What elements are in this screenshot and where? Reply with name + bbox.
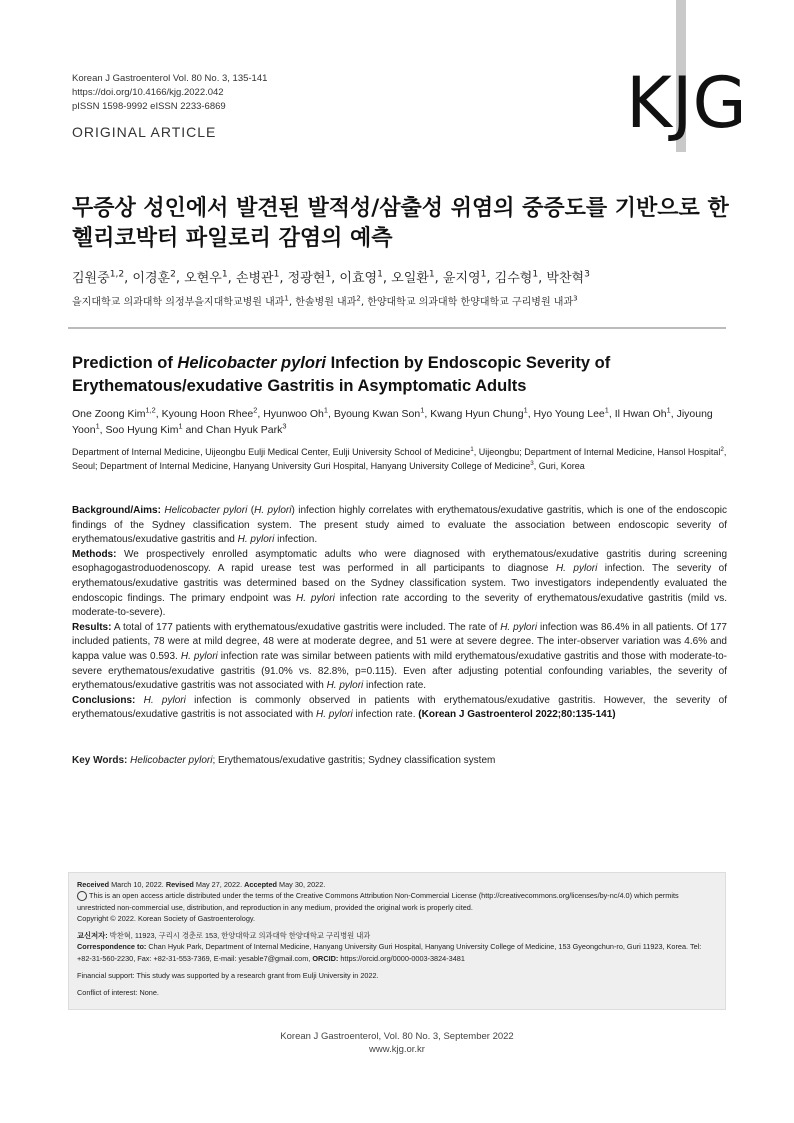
title-divider bbox=[68, 327, 726, 329]
author-name: 박찬혁 bbox=[546, 271, 585, 286]
keywords-label: Key Words: bbox=[72, 755, 128, 766]
license bbox=[77, 890, 717, 913]
keywords-text: Helicobacter pylori; Erythematous/exudative gastritis; Sydney classification system bbox=[130, 755, 496, 766]
affiliation: 을지대학교 의과대학 의정부을지대학교병원 내과 bbox=[72, 297, 285, 308]
financial-support: Financial support: This study was supported by a research grant from Eulji University in 2022. bbox=[77, 971, 379, 981]
author-name: 이효영 bbox=[339, 271, 378, 286]
affil-text: Department of Internal Medicine, Uijeongbu Eulji Medical Center, Eulji University School of Medicine bbox=[72, 447, 471, 457]
copyright: Copyright © 2022. Korean Society of Gastroenterology. bbox=[77, 913, 256, 923]
accepted-label: Accepted bbox=[244, 880, 278, 889]
author-name: Hyo Young Lee bbox=[533, 408, 605, 420]
background-label: Background/Aims: bbox=[72, 505, 161, 516]
received-label: Received bbox=[77, 880, 110, 889]
logo-text: KJG bbox=[626, 62, 747, 144]
corr-ko-label: 교신저자: bbox=[77, 931, 108, 941]
methods-label: Methods: bbox=[72, 548, 117, 560]
title-part: Infection by Endoscopic Severity of Erythematous/exudative Gastritis in Asymptomatic Adults bbox=[72, 354, 611, 395]
author-name: Kwang Hyun Chung bbox=[430, 408, 524, 420]
article-info-box bbox=[68, 872, 726, 1010]
methods-text: We prospectively enrolled asymptomatic adults who were diagnosed with erythematous/exudative gastritis during screening esophagogastroduodenoscopy. A rapid urease test was performed in all participants to diagnose H. pylori infection. The severity of erythematous/exudative gastritis was determined based on the Sydney classification system. Two investigators independently evaluated the endoscopic findings. The primary endpoint was H. pylori infection rate according to the severity of erythematous/exudative gastritis (mild vs. moderate-to-severe). bbox=[72, 548, 727, 619]
author-name: 손병관 bbox=[235, 271, 274, 286]
title-part: Prediction of bbox=[72, 354, 178, 372]
english-affiliations: Department of Internal Medicine, Uijeongbu Eulji Medical Center, Eulji University School of Medicine$^1$, Uijeongbu; Department of Internal Medicine, Hansol Hospital$^2$, Seoul; Department of Internal Medicine, Hanyang University Guri Hospital, Hanyang University College of Medicine$^3$, Guri, Korea bbox=[72, 446, 727, 471]
affil-text: , Seoul; Department of Internal Medicine, Hanyang University Guri Hospital, Hanyang University College of Medicine bbox=[72, 447, 727, 471]
correspondence-en bbox=[77, 941, 717, 964]
doi-link[interactable]: https://doi.org/10.4166/kjg.2022.042 bbox=[72, 87, 224, 98]
article-type: ORIGINAL ARTICLE bbox=[72, 124, 217, 140]
author-name: 김수형 bbox=[494, 271, 533, 286]
revised-label: Revised bbox=[165, 880, 194, 889]
orcid-link[interactable]: https://orcid.org/0000-0003-3824-3481 bbox=[338, 953, 465, 963]
author-name: 정광현 bbox=[287, 271, 326, 286]
affil-text: , Guri, Korea bbox=[533, 460, 585, 471]
journal-logo bbox=[626, 64, 746, 154]
author-name: Jiyoung Yoon bbox=[72, 408, 713, 436]
revised-date: May 27, 2022. bbox=[193, 880, 245, 889]
conclusions-text: H. pylori infection is commonly observed in patients with erythematous/exudative gastritis. However, the severity of erythematous/exudative gastritis is not associated with H. pylori infection rate. (Korean J Gastroenterol 2022;80:135-141) bbox=[72, 694, 727, 721]
abstract-results bbox=[72, 621, 727, 694]
abstract-conclusions bbox=[72, 694, 727, 723]
dates bbox=[77, 879, 717, 890]
korean-title: 무증상 성인에서 발견된 발적성/삼출성 위염의 중증도를 기반으로 한 헬리코박터 파일로리 감염의 예측 bbox=[72, 196, 729, 251]
english-authors: One Zoong Kim$^{1,2}$, Kyoung Hoon Rhee$^2$, Hyunwoo Oh$^1$, Byoung Kwan Son$^1$, Kwang Hyun Chung$^1$, Hyo Young Lee$^1$, Il Hwan Oh$^1$, Jiyoung Yoon$^1$, Soo Hyung Kim$^1$ and Chan Hyuk Park$^3$ bbox=[72, 405, 713, 436]
journal-citation: Korean J Gastroenterol Vol. 80 No. 3, 135-141 bbox=[72, 73, 268, 84]
author-name: 윤지영 bbox=[442, 271, 481, 286]
page-footer bbox=[0, 1030, 794, 1056]
author-name: Byoung Kwan Son bbox=[333, 408, 421, 420]
affiliation: 한솔병원 내과 bbox=[295, 297, 357, 308]
license-text: This is an open access article distributed under the terms of the Creative Commons Attribution Non-Commercial License (http://creativecommons.org/licenses/by-nc/4.0) which permits unrestricted non-commercial use, distribution, and reproduction in any medium, provided the original work is properly cited. bbox=[77, 891, 679, 912]
english-title bbox=[72, 352, 727, 398]
author-name: 오일환 bbox=[391, 271, 429, 286]
affiliation: 한양대학교 의과대학 한양대학교 구리병원 내과 bbox=[367, 297, 574, 308]
author-name: One Zoong Kim bbox=[72, 408, 146, 420]
corr-en-label: Correspondence to: bbox=[77, 942, 147, 952]
abstract-methods bbox=[72, 548, 727, 621]
author-name: 이경훈 bbox=[132, 271, 171, 286]
conclusions-label: Conclusions: bbox=[72, 694, 136, 706]
conflict-of-interest: Conflict of interest: None. bbox=[77, 988, 159, 998]
korean-authors: 김원중$^{1,2}$, 이경훈$^2$, 오현우$^1$, 손병관$^1$, 정광현$^1$, 이효영$^1$, 오일환$^1$, 윤지영$^1$, 김수형$^1$, 박찬혁$^3$ bbox=[72, 269, 590, 286]
results-label: Results: bbox=[72, 621, 112, 633]
affil-text: , Uijeongbu; Department of Internal Medicine, Hansol Hospital bbox=[473, 447, 721, 457]
korean-affiliations: 을지대학교 의과대학 의정부을지대학교병원 내과$^1$, 한솔병원 내과$^2$, 한양대학교 의과대학 한양대학교 구리병원 내과$^3$ bbox=[72, 294, 578, 308]
correspondence-ko bbox=[77, 930, 717, 941]
keywords bbox=[72, 754, 727, 768]
abstract bbox=[72, 504, 727, 723]
corr-en-text: Chan Hyuk Park, Department of Internal Medicine, Hanyang University Guri Hospital, Hanyang University College of Medicine, 153 Gyeongchun-ro, Guri 11923, Korea. Tel: +82-31-560-2230, Fax: +82-31-553-7369, E-mail: yesable7@gmail.com, bbox=[77, 942, 702, 963]
footer-citation: Korean J Gastroenterol, Vol. 80 No. 3, September 2022 bbox=[280, 1031, 514, 1042]
results-text: A total of 177 patients with erythematous/exudative gastritis were included. The rate of H. pylori infection was 86.4% in all patients. Of 177 included patients, 78 were at mild degree, 48 were at moderate degree, and 51 were at severe degree. The inter-observer variation was 4.6% and kappa value was 0.593. H. pylori infection rate was similar between patients with mild erythematous/exudative gastritis and those with moderate-to-severe erythematous/exudative gastritis (91.0% vs. 82.8%, p=0.115). Even after adjusting potential confounding variables, the severity of erythematous/exudative gastritis was not associated with H. pylori infection rate. bbox=[72, 621, 727, 692]
author-name: 오현우 bbox=[184, 271, 222, 286]
orcid-label: ORCID: bbox=[312, 953, 339, 963]
corr-ko-text: 박찬혁, 11923, 구리시 경춘로 153, 한양대학교 의과대학 한양대학교 구리병원 내과 bbox=[107, 931, 371, 941]
footer-website[interactable]: www.kjg.or.kr bbox=[369, 1044, 425, 1055]
author-name: 김원중 bbox=[72, 271, 110, 286]
author-name: Chan Hyuk Park bbox=[205, 424, 283, 436]
issn: pISSN 1598-9992 eISSN 2233-6869 bbox=[72, 101, 226, 112]
background-text: Helicobacter pylori (H. pylori) infection highly correlates with erythematous/exudative gastritis, which is one of the endoscopic findings of the Sydney classification system. The present study aimed to evaluate the association between endoscopic severity of erythematous/exudative gastritis and H. pylori infection. bbox=[72, 505, 727, 546]
author-name: Kyoung Hoon Rhee bbox=[161, 408, 254, 420]
accepted-date: May 30, 2022. bbox=[277, 880, 326, 889]
title-species: Helicobacter pylori bbox=[177, 354, 326, 372]
author-name: Hyunwoo Oh bbox=[263, 408, 324, 420]
author-name: Il Hwan Oh bbox=[614, 408, 667, 420]
author-name: Soo Hyung Kim bbox=[105, 424, 179, 436]
abstract-background bbox=[72, 504, 727, 548]
journal-meta bbox=[72, 72, 267, 114]
creative-commons-icon bbox=[77, 891, 87, 901]
received-date: March 10, 2022. bbox=[109, 880, 166, 889]
